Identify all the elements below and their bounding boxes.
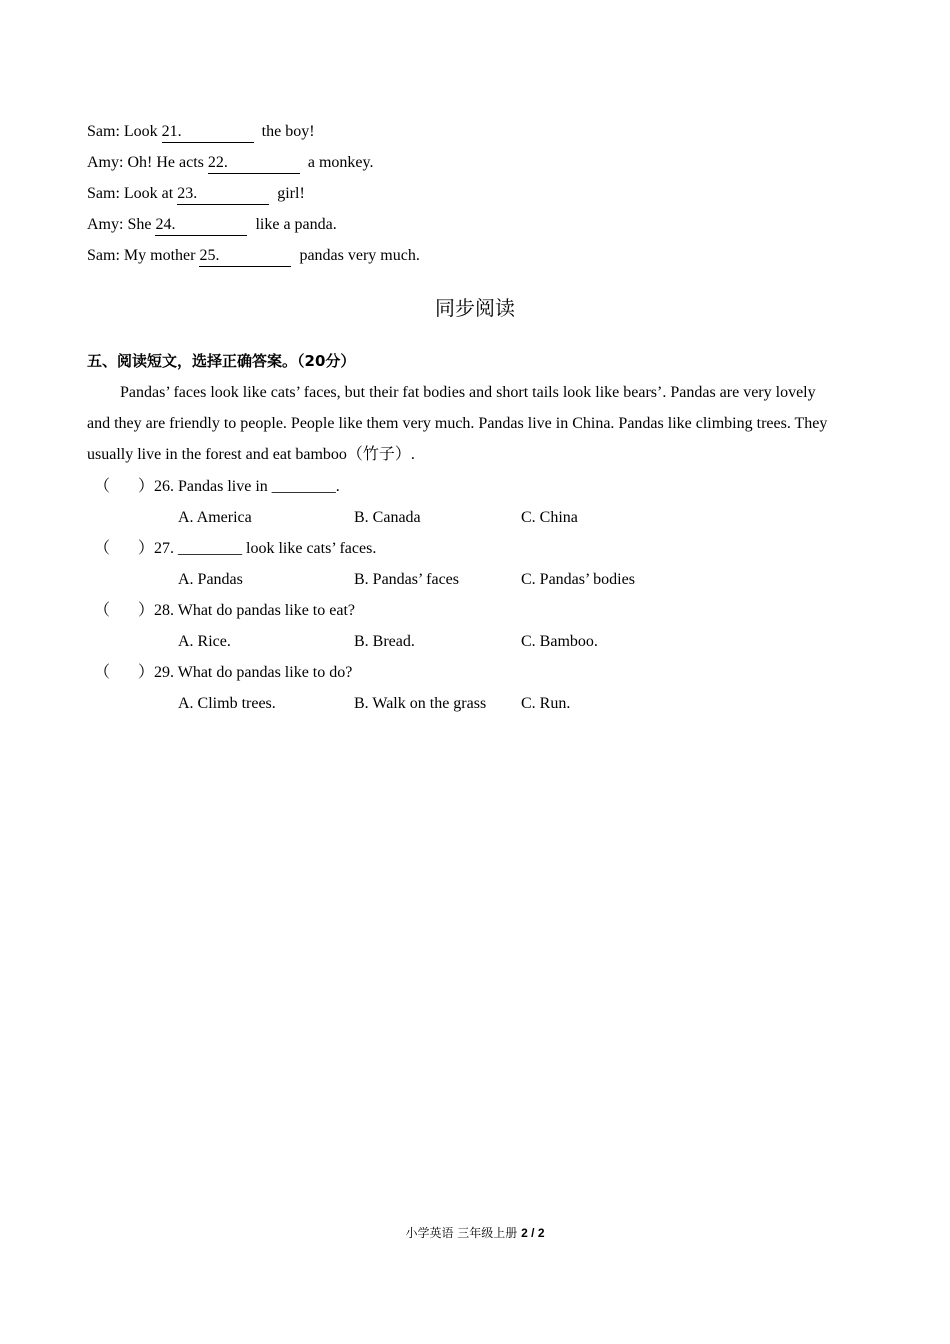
text-before: Look at xyxy=(123,185,174,202)
question-text: 28. What do pandas like to eat? xyxy=(154,602,355,619)
answer-bracket-open: （ xyxy=(94,478,111,495)
speaker: Sam: xyxy=(87,185,120,202)
option-a: A. Climb trees. xyxy=(178,695,276,712)
option-b: B. Bread. xyxy=(354,633,415,650)
dialogue-line-23 xyxy=(87,184,305,205)
text-after: a monkey. xyxy=(307,154,374,171)
page-footer xyxy=(0,1224,950,1242)
option-c: C. Pandas’ bodies xyxy=(521,571,635,588)
option-b: B. Canada xyxy=(354,509,421,526)
dialogue-line-21 xyxy=(87,122,315,143)
fill-blank-22: 22. xyxy=(208,153,300,174)
text-after: girl! xyxy=(277,185,305,202)
option-b: B. Walk on the grass xyxy=(354,695,487,712)
text-before: Oh! He acts xyxy=(127,154,204,171)
answer-bracket-open: （ xyxy=(94,664,111,681)
text-before: She xyxy=(127,216,152,233)
text-after: pandas very much. xyxy=(299,247,420,264)
passage-line-2: and they are friendly to people. People like them very much. Pandas live in China. Pandas like climbing trees. They xyxy=(87,415,828,432)
option-b: B. Pandas’ faces xyxy=(354,571,459,588)
section-heading: 五、阅读短文，选择正确答案。（20分） xyxy=(87,352,356,370)
text-after: the boy! xyxy=(261,123,315,140)
option-c: C. Run. xyxy=(521,695,571,712)
fill-blank-25: 25. xyxy=(199,246,291,267)
passage-line-1: Pandas’ faces look like cats’ faces, but their fat bodies and short tails look like bears’. Pandas are very lovely xyxy=(120,384,816,401)
question-28 xyxy=(94,601,355,621)
question-27 xyxy=(94,539,376,559)
option-c: C. Bamboo. xyxy=(521,633,598,650)
page-title: 同步阅读 xyxy=(435,296,515,320)
text-after: like a panda. xyxy=(255,216,337,233)
answer-bracket-close: ） xyxy=(138,540,155,557)
speaker: Sam: xyxy=(87,123,120,140)
option-a: A. America xyxy=(178,509,252,526)
answer-bracket-close: ） xyxy=(138,478,155,495)
answer-bracket-close: ） xyxy=(138,602,155,619)
answer-bracket-open: （ xyxy=(94,602,111,619)
page-number: 2 / 2 xyxy=(521,1226,545,1240)
option-a: A. Pandas xyxy=(178,571,243,588)
dialogue-line-25 xyxy=(87,246,420,267)
speaker: Amy: xyxy=(87,154,124,171)
passage-line-3: usually live in the forest and eat bamboo（竹子）. xyxy=(87,446,415,463)
question-text: 27. ________ look like cats’ faces. xyxy=(154,540,377,557)
speaker: Sam: xyxy=(87,247,120,264)
fill-blank-24: 24. xyxy=(155,215,247,236)
dialogue-line-22 xyxy=(87,153,373,174)
question-26 xyxy=(94,477,340,497)
dialogue-line-24 xyxy=(87,215,337,236)
speaker: Amy: xyxy=(87,216,124,233)
text-before: Look xyxy=(123,123,158,140)
footer-text: 小学英语 三年级上册 xyxy=(405,1226,518,1240)
answer-bracket-close: ） xyxy=(138,664,155,681)
question-text: 29. What do pandas like to do? xyxy=(154,664,353,681)
text-before: My mother xyxy=(123,247,196,264)
fill-blank-21: 21. xyxy=(162,122,254,143)
option-c: C. China xyxy=(521,509,578,526)
fill-blank-23: 23. xyxy=(177,184,269,205)
question-text: 26. Pandas live in ________. xyxy=(154,478,340,495)
question-29 xyxy=(94,663,352,683)
answer-bracket-open: （ xyxy=(94,540,111,557)
option-a: A. Rice. xyxy=(178,633,231,650)
